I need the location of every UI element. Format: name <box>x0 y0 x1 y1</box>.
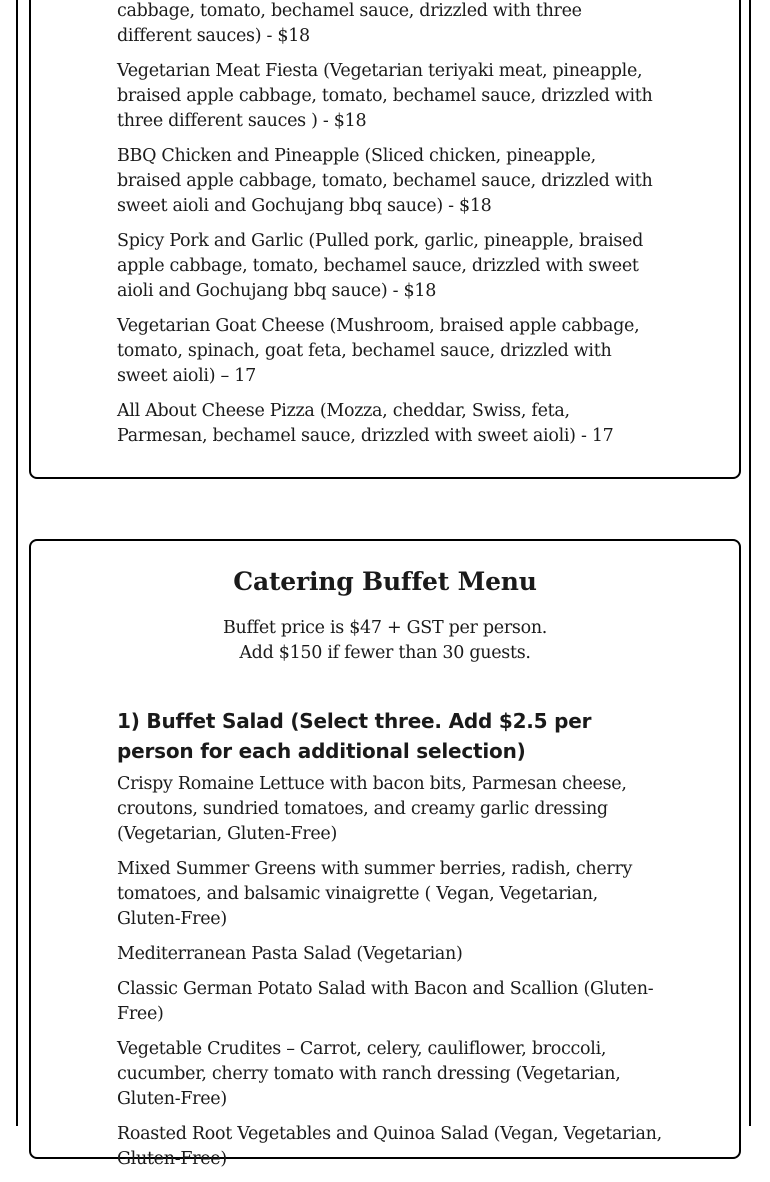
menu-item: BBQ Chicken and Pineapple (Sliced chicken, pineapple, braised apple cabbage, tomato, bechamel sauce, drizzled with sweet aioli and Gochujang bbq sauce) - $18 <box>117 146 653 216</box>
salad-item: Crispy Romaine Lettuce with bacon bits, Parmesan cheese, croutons, sundried tomatoes, and creamy garlic dressing (Vegetarian, Gluten-Free) <box>117 774 627 844</box>
buffet-surcharge-line: Add $150 if fewer than 30 guests. <box>239 643 531 663</box>
buffet-salad-section <box>117 706 662 1182</box>
pizza-menu-list <box>117 2 657 459</box>
buffet-price-info <box>31 616 739 666</box>
menu-item: Spicy Pork and Garlic (Pulled pork, garlic, pineapple, braised apple cabbage, tomato, bechamel sauce, drizzled with sweet aioli and Gochujang bbq sauce) - $18 <box>117 231 644 301</box>
menu-item: cabbage, tomato, bechamel sauce, drizzled with three different sauces) - $18 <box>117 1 582 46</box>
buffet-price-line: Buffet price is $47 + GST per person. <box>222 618 548 638</box>
salad-item: Classic German Potato Salad with Bacon and Scallion (Gluten-Free) <box>117 979 654 1024</box>
catering-title: Catering Buffet Menu <box>233 567 537 596</box>
salad-section-heading: 1) Buffet Salad (Select three. Add $2.5 per person for each additional selection) <box>117 709 592 763</box>
salad-item: Mediterranean Pasta Salad (Vegetarian) <box>117 944 463 964</box>
menu-item: All About Cheese Pizza (Mozza, cheddar, Swiss, feta, Parmesan, bechamel sauce, drizzled with sweet aioli) - 17 <box>117 401 614 446</box>
pizza-menu-card <box>29 0 741 479</box>
salad-item: Vegetable Crudites – Carrot, celery, cauliflower, broccoli, cucumber, cherry tomato with ranch dressing (Vegetarian, Gluten-Free) <box>117 1039 621 1109</box>
menu-item: Vegetarian Meat Fiesta (Vegetarian teriyaki meat, pineapple, braised apple cabbage, tomato, bechamel sauce, drizzled with three different sauces ) - $18 <box>117 61 653 131</box>
salad-item: Roasted Root Vegetables and Quinoa Salad (Vegan, Vegetarian, Gluten-Free) <box>117 1124 662 1169</box>
menu-item: Vegetarian Goat Cheese (Mushroom, braised apple cabbage, tomato, spinach, goat feta, bechamel sauce, drizzled with sweet aioli) – 17 <box>117 316 640 386</box>
salad-item: Mixed Summer Greens with summer berries, radish, cherry tomatoes, and balsamic vinaigrette ( Vegan, Vegetarian, Gluten-Free) <box>117 859 633 929</box>
catering-buffet-card <box>29 539 741 1169</box>
